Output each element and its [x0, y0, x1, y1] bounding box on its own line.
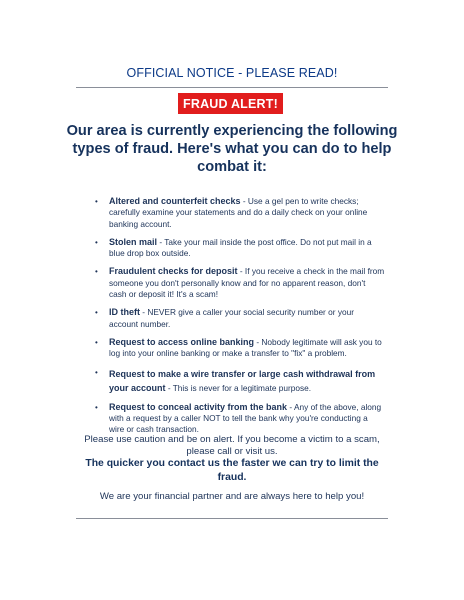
quick-contact-text: The quicker you contact us the faster we can try to limit the fraud. [85, 458, 379, 483]
list-item [95, 196, 385, 230]
fraud-type-description: - Take your mail inside the post office. Do not put mail in a blue drop box outside. [109, 236, 372, 259]
caution-text: Please use caution and be on alert. If you become a victim to a scam, please call or visit us. [84, 434, 380, 457]
fraud-type-description: - If you receive a check in the mail from someone you don't personally know and for no apparent reason, don't cash or deposit it! It's a scam! [109, 266, 385, 300]
list-item [95, 402, 385, 436]
fraud-type-name: Fraudulent checks for deposit [109, 266, 238, 277]
list-item [95, 367, 385, 395]
list-item [95, 307, 385, 330]
fraud-type-description: - NEVER give a caller your social security number or your account number. [109, 307, 354, 329]
fraud-type-description: - Any of the above, along with a request by a caller NOT to tell the bank why you're conducting a wire or cash transaction. [109, 401, 382, 435]
fraud-type-name: Request to conceal activity from the bank [109, 401, 288, 412]
bullet-icon: • [95, 308, 98, 318]
list-item [95, 266, 385, 300]
fraud-type-name: Stolen mail [109, 236, 158, 247]
list-item [95, 237, 385, 260]
bullet-icon: • [95, 267, 98, 277]
bullet-icon: • [95, 367, 98, 377]
fraud-type-name: Request to make a wire transfer or large cash withdrawal from your account [109, 368, 376, 393]
bullet-icon: • [95, 197, 98, 206]
fraud-types-list [95, 196, 385, 442]
fraud-type-description: - This is never for a legitimate purpose. [165, 382, 312, 393]
partner-text: We are your financial partner and are always here to help you! [99, 491, 365, 502]
fraud-type-description: - Use a gel pen to write checks; carefully examine your statements and do a daily check on your online banking account. [109, 196, 368, 229]
fraud-alert-badge: FRAUD ALERT! [178, 93, 283, 114]
fraud-type-name: Request to access online banking [109, 336, 255, 347]
bullet-icon: • [95, 402, 98, 412]
bullet-icon: • [95, 337, 98, 347]
fraud-type-name: ID theft [109, 307, 140, 318]
top-divider [76, 87, 388, 88]
headline: Our area is currently experiencing the following types of fraud. Here's what you can do to help combat it: [66, 123, 398, 175]
notice-title: OFFICIAL NOTICE - PLEASE READ! [126, 66, 338, 80]
fraud-type-description: - Nobody legitimate will ask you to log into your online banking or make a transfer to "fix" a problem. [109, 336, 382, 359]
bottom-divider [76, 518, 388, 519]
fraud-type-name: Altered and counterfeit checks [109, 196, 241, 206]
bullet-icon: • [95, 237, 98, 247]
list-item [95, 337, 385, 360]
